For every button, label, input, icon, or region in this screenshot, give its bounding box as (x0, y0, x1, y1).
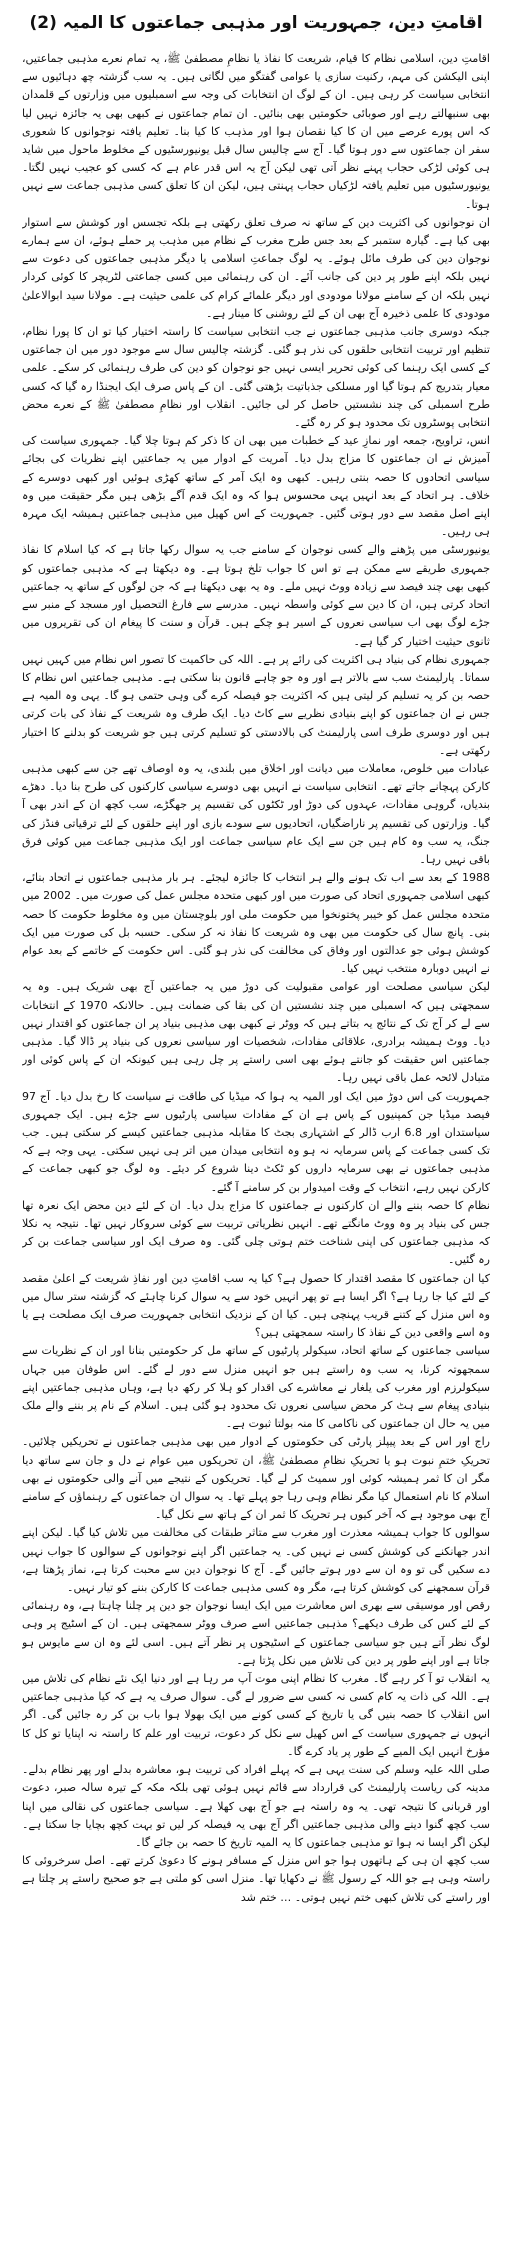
article-paragraph: نظام کا حصہ بننے والے ان کارکنوں نے جماعتوں کا مزاج بدل دیا۔ ان کے لئے دین محض ایک نعرہ تھا جس کی بنیاد پر وہ ووٹ مانگتے تھے۔ انہیں نظریاتی تربیت سے کوئی سروکار نہیں تھا۔ نتیجہ یہ نکلا کہ مذہبی جماعتوں کی اپنی شناخت ختم ہوتی چلی گئی۔ وہ صرف ایک اور سیاسی جماعت بن کر رہ گئیں۔ (22, 1198, 490, 1267)
article-paragraph: سیاسی جماعتوں کے ساتھ اتحاد، سیکولر پارٹیوں کے ساتھ مل کر حکومتیں بنانا اور ان کے نظریات سے سمجھوتہ کرنا، یہ سب وہ راستے ہیں جو انہیں منزل سے دور لے گئے۔ اس طوفان میں جہاں سیکولرزم اور مغرب کی یلغار نے معاشرے کی اقدار کو ہلا کر رکھ دیا ہے، وہاں مذہبی جماعتیں اپنے بنیادی پیغام سے ہٹ کر محض سیاسی نعروں تک محدود ہو گئی ہیں۔ اسلام کے نام پر بننے والے ملک میں یہ حال ان جماعتوں کی ناکامی کا منہ بولتا ثبوت ہے۔ (22, 1344, 490, 1431)
article-paragraph-text: سب کچھ ان ہی کے ہاتھوں ہوا جو اس منزل کے مسافر ہونے کا دعویٰ کرتے تھے۔ اصل سرخروئی کا راستہ وہی ہے جو اللہ کے رسول ﷺ نے دکھایا تھا۔ منزل اسی کو ملتی ہے جو صحیح راستے پر چلتا ہے اور راستے کی تلاش کبھی ختم نہیں ہوتی۔ (22, 1854, 490, 1904)
end-mark: ختم شد (240, 1890, 277, 1904)
article-paragraph: سب کچھ ان ہی کے ہاتھوں ہوا جو اس منزل کے مسافر ہونے کا دعویٰ کرتے تھے۔ اصل سرخروئی کا راستہ وہی ہے جو اللہ کے رسول ﷺ نے دکھایا تھا۔ منزل اسی کو ملتی ہے جو صحیح راستے پر چلتا ہے اور راستے کی تلاش کبھی ختم نہیں ہوتی۔ … ختم شد (22, 1854, 490, 1904)
article-paragraph: انس، تراویح، جمعہ اور نمازِ عید کے خطبات میں بھی ان کا ذکر کم ہوتا چلا گیا۔ جمہوری سیاست کی آمیزش نے ان جماعتوں کا مزاج بدل دیا۔ آمریت کے ادوار میں یہ جماعتیں اپنے نظریات کی بجائے سیاسی اتحادوں کا حصہ بنتی رہیں۔ کبھی وہ ایک آمر کے ساتھ کھڑی ہوئیں اور کبھی دوسرے کے خلاف۔ ہر اتحاد کے بعد انہیں یہی محسوس ہوا کہ وہ ایک قدم آگے بڑھی ہیں مگر حقیقت میں وہ اپنے اصل مقصد سے دور ہوتی گئیں۔ جمہوریت کے اس کھیل میں مذہبی جماعتیں ہمیشہ ایک مہرہ ہی رہیں۔ (22, 434, 490, 539)
article-paragraph: جمہوری نظام کی بنیاد ہی اکثریت کی رائے پر ہے۔ اللہ کی حاکمیت کا تصور اس نظام میں کہیں نہیں سماتا۔ پارلیمنٹ سب سے بالاتر ہے اور وہ جو چاہے قانون بنا سکتی ہے۔ مذہبی جماعتیں اس نظام کا حصہ بن کر یہ تسلیم کر لیتی ہیں کہ اکثریت جو فیصلہ کرے گی وہی حتمی ہو گا۔ یہی وہ المیہ ہے جس نے ان جماعتوں کو اپنے بنیادی نظریے سے کاٹ دیا۔ ایک طرف وہ شریعت کے نفاذ کی بات کرتی ہیں اور دوسری طرف اسی پارلیمنٹ کی بالادستی کو تسلیم کرتی ہیں جو شریعت کو بدلنے کا اختیار رکھتی ہے۔ (22, 652, 490, 757)
article-paragraph: عبادات میں خلوص، معاملات میں دیانت اور اخلاق میں بلندی، یہ وہ اوصاف تھے جن سے کبھی مذہبی کارکن پہچانے جاتے تھے۔ انتخابی سیاست نے انہیں بھی دوسرے سیاسی کارکنوں کی طرح بنا دیا۔ دھڑے بندیاں، گروہی مفادات، عہدوں کی دوڑ اور ٹکٹوں کی تقسیم پر جھگڑے، سب کچھ ان کے اندر بھی آ گیا۔ وزارتوں کی تقسیم پر ناراضگیاں، اتحادیوں سے سودے بازی اور اپنے حلقوں کے لئے ترقیاتی فنڈز کی جنگ، یہ سب وہ کام ہیں جن سے ایک عام سیاسی جماعت اور ایک مذہبی جماعت میں کوئی فرق باقی نہیں رہا۔ (22, 761, 490, 866)
article-paragraph: ان نوجوانوں کی اکثریت دین کے ساتھ نہ صرف تعلق رکھتی ہے بلکہ تجسس اور کوشش سے استوار بھی کیا ہے۔ گیارہ ستمبر کے بعد جس طرح مغرب کے نظام میں مذہب پر حملے ہوئے، ان سے ہمارے نوجوان دین کی طرف مائل ہوئے۔ یہ لوگ جماعتِ اسلامی یا دیگر مذہبی جماعتوں کی دعوت سے نہیں بلکہ اپنے طور پر دین کی جانب آئے۔ ان کی رہنمائی میں کسی جماعتی لٹریچر کا کوئی کردار نہیں بلکہ ان کے سامنے مولانا مودودی اور دیگر علمائے کرام کی علمی حیثیت ہے۔ مولانا سید ابوالاعلیٰ مودودی کا علمی ذخیرہ آج بھی ان کے لئے روشنی کا مینار ہے۔ (22, 215, 490, 320)
article-paragraph: یونیورسٹی میں پڑھنے والے کسی نوجوان کے سامنے جب یہ سوال رکھا جاتا ہے کہ کیا اسلام کا نفاذ جمہوری طریقے سے ممکن ہے تو اس کا جواب تلخ ہوتا ہے۔ وہ دیکھتا ہے کہ مذہبی جماعتوں کو کبھی بھی چند فیصد سے زیادہ ووٹ نہیں ملے۔ وہ یہ بھی دیکھتا ہے کہ جن لوگوں کے ساتھ یہ جماعتیں اتحاد کرتی ہیں، ان کا دین سے کوئی واسطہ نہیں۔ مدرسے سے فارغ التحصیل اور مسجد کے منبر سے جڑے لوگ بھی اب سیاسی نعروں کے اسیر ہو چکے ہیں۔ قرآن و سنت کا پیغام ان کی تقریروں میں ثانوی حیثیت اختیار کر گیا ہے۔ (22, 543, 490, 648)
article-paragraph: لیکن سیاسی مصلحت اور عوامی مقبولیت کی دوڑ میں یہ جماعتیں آج بھی شریک ہیں۔ وہ یہ سمجھتی ہیں کہ اسمبلی میں چند نشستیں ان کی بقا کی ضمانت ہیں۔ حالانکہ 1970 کے انتخابات سے لے کر آج تک کے نتائج یہ بتاتے ہیں کہ ووٹر نے کبھی بھی مذہبی بنیاد پر ان جماعتوں کو اقتدار نہیں دیا۔ ووٹ ہمیشہ برادری، علاقائی مفادات، شخصیات اور سیاسی نعروں کی بنیاد پر ڈالا گیا۔ مذہبی جماعتیں اس حقیقت کو جانتے ہوئے بھی اسی راستے پر چل رہی ہیں کیونکہ ان کے پاس کوئی اور متبادل لائحہ عمل باقی نہیں رہا۔ (22, 980, 490, 1085)
article-paragraph: یہ انقلاب تو آ کر رہے گا۔ مغرب کا نظام اپنی موت آپ مر رہا ہے اور دنیا ایک نئے نظام کی تلاش میں ہے۔ اللہ کی ذات یہ کام کسی نہ کسی سے ضرور لے گی۔ سوال صرف یہ ہے کہ کیا مذہبی جماعتیں اس انقلاب کا حصہ بنیں گی یا تاریخ کے کسی کونے میں ایک بھولا ہوا باب بن کر رہ جائیں گی۔ اگر انہوں نے جمہوری سیاست کے اس کھیل سے نکل کر دعوت، تربیت اور علم کا راستہ نہ اپنایا تو کل کا مؤرخ انہیں ایک المیے کے طور پر یاد کرے گا۔ (22, 1672, 490, 1758)
article-title: اقامتِ دین، جمہوریت اور مذہبی جماعتوں کا المیہ (2) (29, 13, 483, 33)
article-paragraph: رقص اور موسیقی سے بھری اس معاشرت میں ایک ایسا نوجوان جو دین پر چلنا چاہتا ہے، وہ رہنمائی کے لئے کس کی طرف دیکھے؟ مذہبی جماعتیں اسے صرف ووٹر سمجھتی ہیں۔ ان کے اسٹیج پر وہی لوگ نظر آتے ہیں جو سیاسی جماعتوں کے اسٹیجوں پر نظر آتے ہیں۔ اسی لئے وہ ان سے مایوس ہو جاتا ہے اور اپنے طور پر دین کی تلاش میں نکل پڑتا ہے۔ (22, 1599, 490, 1667)
article-paragraph: جبکہ دوسری جانب مذہبی جماعتوں نے جب انتخابی سیاست کا راستہ اختیار کیا تو ان کا پورا نظام، تنظیم اور تربیت انتخابی حلقوں کی نذر ہو گئی۔ گزشتہ چالیس سال سے موجود دور میں ان جماعتوں کے کسی ایک رہنما کی کوئی تحریر ایسی نہیں جو نوجوان کو دین کی طرف رہنمائی کر سکے۔ علمی معیار بتدریج کم ہوتا گیا اور مسلکی جذباتیت بڑھتی گئی۔ ان کے پاس صرف ایک ایجنڈا رہ گیا کہ کسی طرح اسمبلی کی چند نشستیں حاصل کر لی جائیں۔ انقلاب اور نظامِ مصطفیٰ ﷺ کے نعرے محض انتخابی پوسٹروں تک محدود ہو کر رہ گئے۔ (22, 325, 490, 430)
article-paragraph: سوالوں کا جواب ہمیشہ معذرت اور مغرب سے متاثر طبقات کی مخالفت میں تلاش کیا گیا۔ لیکن اپنے اندر جھانکنے کی کوشش کسی نے نہیں کی۔ یہ جماعتیں اگر اپنے نوجوانوں کے سوالوں کا جواب نہیں دے سکیں گی تو وہ ان سے دور ہوتے جائیں گے۔ آج کا نوجوان دین سے محبت کرتا ہے، نماز پڑھتا ہے، قرآن سمجھنے کی کوشش کرتا ہے، مگر وہ کسی مذہبی جماعت کا کارکن بننے کو تیار نہیں۔ (22, 1526, 490, 1595)
article-body (22, 50, 490, 2255)
article-paragraph: کیا ان جماعتوں کا مقصد اقتدار کا حصول ہے؟ کیا یہ سب اقامتِ دین اور نفاذِ شریعت کے اعلیٰ مقصد کے لئے کیا جا رہا ہے؟ اگر ایسا ہے تو پھر انہیں خود سے یہ سوال کرنا چاہئے کہ گزشتہ ستر سال میں وہ اس منزل کے کتنے قریب پہنچی ہیں۔ کیا ان کے نزدیک انتخابی جمہوریت صرف ایک مصلحت ہے یا وہ اسے واقعی دین کے نفاذ کا راستہ سمجھتی ہیں؟ (22, 1271, 490, 1340)
article-paragraph: راج اور اس کے بعد پیپلز پارٹی کی حکومتوں کے ادوار میں بھی مذہبی جماعتوں نے تحریکیں چلائیں۔ تحریکِ ختمِ نبوت ہو یا تحریکِ نظامِ مصطفیٰ ﷺ، ان تحریکوں میں عوام نے دل و جان سے ساتھ دیا مگر ان کا ثمر ہمیشہ کوئی اور سمیٹ کر لے گیا۔ تحریکوں کے نتیجے میں آنے والی حکومتوں نے بھی اسلام کا نام استعمال کیا مگر نظام وہی رہا جو پہلے تھا۔ یہ سوال ان جماعتوں کے رہنماؤں کے سامنے آج بھی موجود ہے کہ آخر کیوں ہر تحریک کا ثمر ان کے ہاتھ سے نکل گیا۔ (22, 1435, 490, 1522)
article-paragraph: 1988 کے بعد سے اب تک ہونے والے ہر انتخاب کا جائزہ لیجئے۔ ہر بار مذہبی جماعتوں نے اتحاد بنائے، کبھی اسلامی جمہوری اتحاد کی صورت میں اور کبھی متحدہ مجلس عمل کی صورت میں۔ 2002 میں متحدہ مجلس عمل کو خیبر پختونخوا میں حکومت ملی اور بلوچستان میں وہ مخلوط حکومت کا حصہ بنی۔ پانچ سال کی حکومت میں بھی وہ شریعت کا نفاذ نہ کر سکی۔ حسبہ بل کی صورت میں ایک کوشش ہوئی جو عدالتوں اور وفاق کی مخالفت کی نذر ہو گئی۔ اس حکومت کے خاتمے کے بعد عوام نے انہیں دوبارہ منتخب نہیں کیا۔ (22, 871, 490, 976)
article-paragraph: جمہوریت کی اس دوڑ میں ایک اور المیہ یہ ہوا کہ میڈیا کی طاقت نے سیاست کا رخ بدل دیا۔ آج 97 فیصد میڈیا جن کمپنیوں کے پاس ہے ان کے مفادات سیاسی پارٹیوں سے جڑے ہیں۔ ایک جمہوری سیاستدان اور 6.8 ارب ڈالر کے اشتہاری بجٹ کا مقابلہ مذہبی جماعتیں کیسے کر سکتی ہیں۔ جب تک کسی جماعت کے پاس سرمایہ نہ ہو وہ انتخابی میدان میں اتر ہی نہیں سکتی۔ یہی وجہ ہے کہ مذہبی جماعتوں نے بھی سرمایہ داروں کو ٹکٹ دینا شروع کر دیئے۔ وہ لوگ جو کبھی جماعت کے کارکن نہیں رہے، انتخاب کے وقت امیدوار بن کر سامنے آ گئے۔ (22, 1089, 490, 1194)
article-paragraph: صلی اللہ علیہ وسلم کی سنت یہی ہے کہ پہلے افراد کی تربیت ہو، معاشرہ بدلے اور پھر نظام بدلے۔ مدینہ کی ریاست پارلیمنٹ کی قرارداد سے قائم نہیں ہوئی تھی بلکہ مکہ کے تیرہ سالہ صبر، دعوت اور قربانی کا نتیجہ تھی۔ یہ وہ راستہ ہے جو آج بھی کھلا ہے۔ سیاسی جماعتوں کی نقالی میں اپنا سب کچھ گنوا دینے والی مذہبی جماعتیں اگر آج بھی یہ فیصلہ کر لیں تو بہت کچھ بچایا جا سکتا ہے۔ لیکن اگر ایسا نہ ہوا تو مذہبی جماعتوں کا یہ المیہ تاریخ کا حصہ بن جائے گا۔ (22, 1763, 490, 1849)
article-paragraph: اقامتِ دین، اسلامی نظام کا قیام، شریعت کا نفاذ یا نظامِ مصطفیٰ ﷺ، یہ تمام نعرے مذہبی جماعتیں، اپنی الیکشن کی مہم، رکنیت سازی یا عوامی گفتگو میں لگاتی ہیں۔ یہ سب گزشتہ چھ دہائیوں سے انتخابی سیاست کر رہی ہیں۔ ان کے لوگ ان انتخابات کی وجہ سے اسمبلیوں میں وزارتوں کے قلمدان بھی سنبھالتے رہے اور صوبائی حکومتیں بھی بنائیں۔ ان تمام جماعتوں نے کبھی بھی یہ جائزہ نہیں لیا کہ اس پورے عرصے میں ان کا کیا نقصان ہوا اور مذہب کا کیا بنا۔ تعلیم یافتہ نوجوانوں کا شعوری سفر ان جماعتوں سے دور ہوتا گیا۔ آج سے چالیس سال قبل یونیورسٹیوں کے مخلوط ماحول میں شاید ہی کوئی لڑکی حجاب پہنے نظر آتی تھی لیکن آج یہ اس قدر عام ہے کہ کسی کو عجیب نہیں لگتا۔ یونیورسٹیوں میں تعلیم یافتہ لڑکیاں حجاب پہنتی ہیں، لیکن ان کا تعلق کسی مذہبی جماعت سے نہیں ہوتا۔ (22, 52, 490, 211)
